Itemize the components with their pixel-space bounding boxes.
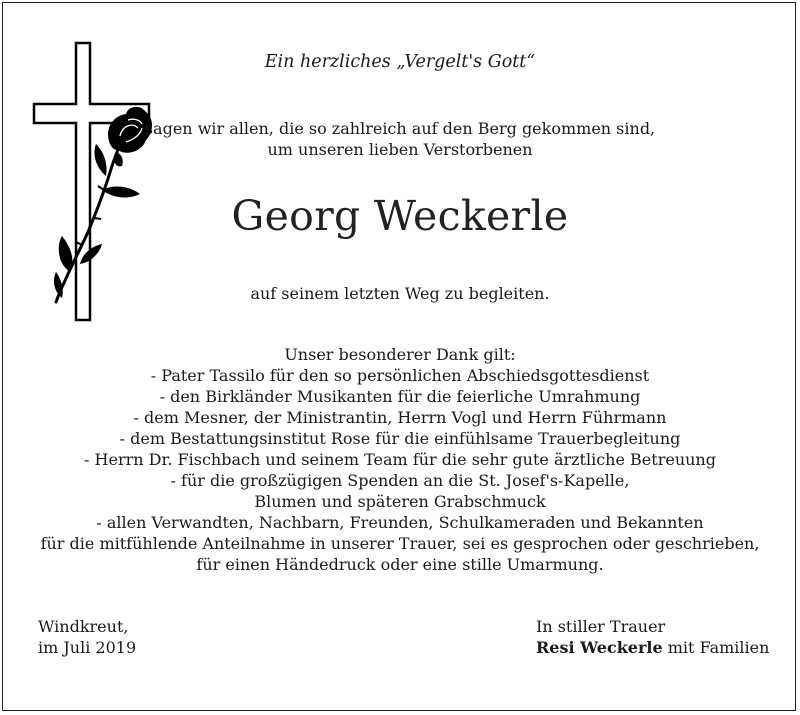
- mourner-suffix: mit Familien: [662, 638, 770, 657]
- deceased-name: Georg Weckerle: [231, 192, 569, 240]
- mourning-label: In stiller Trauer: [536, 617, 666, 636]
- thanks-line: - allen Verwandten, Nachbarn, Freunden, Schulkameraden und Bekannten: [96, 513, 704, 532]
- headline: Ein herzliches „Vergelt's Gott“: [264, 52, 536, 72]
- intro-line: sagen wir allen, die so zahlreich auf den Berg gekommen sind,: [144, 119, 656, 138]
- thanks-section: [0, 344, 800, 575]
- thanks-line: - für die großzügigen Spenden an die St. Josef's-Kapelle,: [170, 471, 630, 490]
- intro-text: [0, 118, 800, 160]
- journey-line: auf seinem letzten Weg zu begleiten.: [250, 284, 550, 303]
- cross-with-rose-icon: [32, 40, 152, 324]
- thanks-line: - Pater Tassilo für den so persönlichen Abschiedsgottesdienst: [150, 366, 650, 385]
- thanks-line: Blumen und späteren Grabschmuck: [254, 492, 546, 511]
- intro-line: um unseren lieben Verstorbenen: [267, 140, 533, 159]
- thanks-line: - dem Bestattungsinstitut Rose für die einfühlsame Trauerbegleitung: [119, 429, 681, 448]
- thanks-line: Unser besonderer Dank gilt:: [284, 345, 516, 364]
- place: Windkreut,: [38, 617, 129, 636]
- thanks-line: für die mitfühlende Anteilnahme in unserer Trauer, sei es gesprochen oder geschrieben,: [40, 534, 760, 553]
- thanks-line: - Herrn Dr. Fischbach und seinem Team für die sehr gute ärztliche Betreuung: [84, 450, 716, 469]
- mourner-line: [536, 637, 769, 658]
- thanks-line: - dem Mesner, der Ministrantin, Herrn Vogl und Herrn Führmann: [133, 408, 667, 427]
- thanks-line: für einen Händedruck oder eine stille Umarmung.: [196, 555, 604, 574]
- date: im Juli 2019: [38, 638, 137, 657]
- mourner-name: Resi Weckerle: [536, 638, 663, 657]
- signature-block: [536, 616, 769, 658]
- thanks-line: - den Birkländer Musikanten für die feierliche Umrahmung: [159, 387, 641, 406]
- place-and-date: [38, 616, 136, 658]
